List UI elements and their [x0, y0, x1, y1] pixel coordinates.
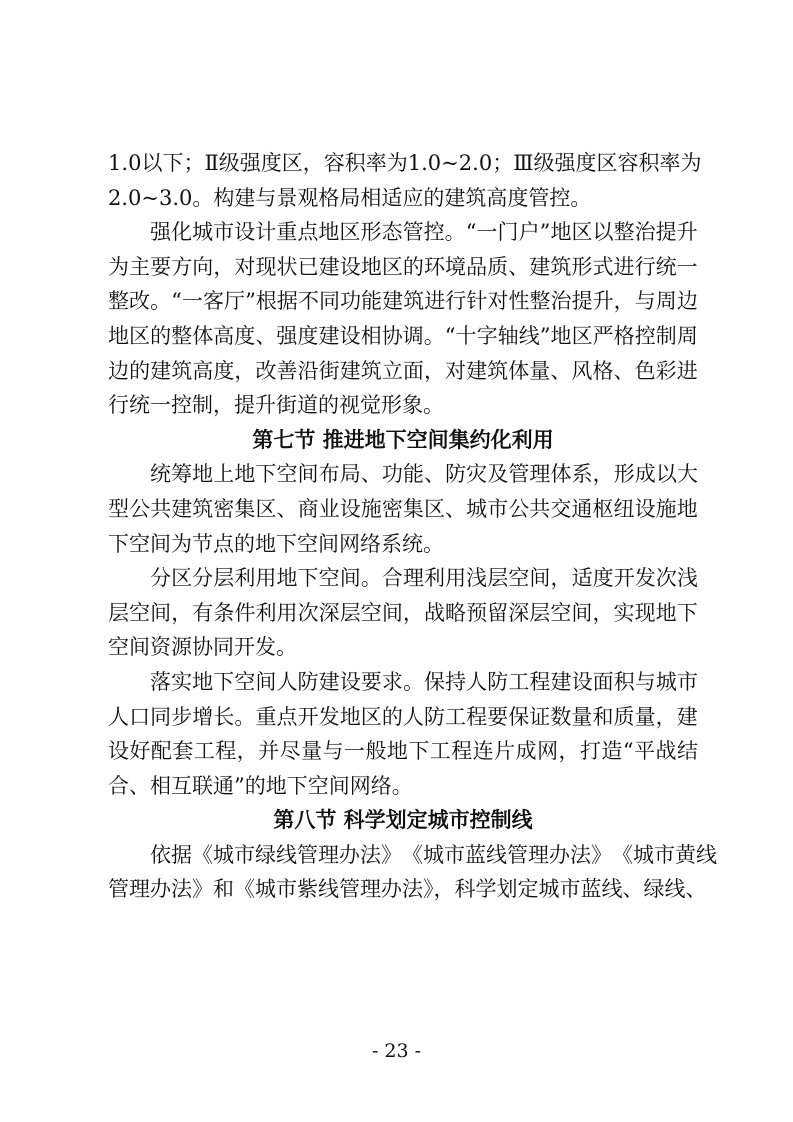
- paragraph: [108, 457, 698, 561]
- text-line: 管理办法》和《城市紫线管理办法》，科学划定城市蓝线、绿线、: [108, 877, 707, 902]
- text-line: 层 空 间 ， 有 条 件 利 用 次 深 层 空 间 ， 战 略 预 留 深 层 空 间 ， 实 现 地 下: [108, 600, 698, 625]
- paragraph: [108, 215, 698, 423]
- text-line: 人 口 同 步 增 长 。 重 点 开 发 地 区 的 人 防 工 程 要 保 证 数 量 和 质 量 ， 建: [108, 704, 698, 729]
- text-line: 设 好 配 套 工 程 ， 并 尽 量 与 一 般 地 下 工 程 连 片 成 网 ， 打 造 “ 平 战 结: [108, 739, 698, 764]
- text-line: 合、相互联通”的地下空间网络。: [108, 773, 413, 798]
- text-line: 1 . 0 以 下 ； Ⅱ 级 强 度 区 ， 容 积 率 为 1 . 0 ~ 2 . 0 ； Ⅲ 级 强 度 区 容 积 率 为: [108, 151, 702, 175]
- text-line: 2.0~3.0。构建与景观格局相适应的建筑高度管控。: [108, 185, 592, 210]
- section-heading: 第七节 推进地下空间集约化利用: [252, 427, 554, 452]
- text-line: 强 化 城 市 设 计 重 点 地 区 形 态 管 控 。 “ 一 门 户 ” 地 区 以 整 治 提 升: [150, 220, 698, 245]
- text-line: 型 公 共 建 筑 密 集 区 、 商 业 设 施 密 集 区 、 城 市 公 共 交 通 枢 纽 设 施 地: [108, 496, 698, 521]
- text-line: 下空间为节点的地下空间网络系统。: [108, 531, 444, 556]
- text-line: 整 改 。 “ 一 客 厅 ” 根 据 不 同 功 能 建 筑 进 行 针 对 性 整 治 提 升 ， 与 周 边: [108, 289, 698, 314]
- paragraph: [108, 146, 702, 215]
- text-line: 边 的 建 筑 高 度 ， 改 善 沿 街 建 筑 立 面 ， 对 建 筑 体 量 、 风 格 、 色 彩 进: [108, 358, 698, 383]
- text-line: 分 区 分 层 利 用 地 下 空 间 。 合 理 利 用 浅 层 空 间 ， 适 度 开 发 次 浅: [150, 566, 698, 591]
- text-line: 统 筹 地 上 地 下 空 间 布 局 、 功 能 、 防 灾 及 管 理 体 系 ， 形 成 以 大: [150, 462, 698, 487]
- paragraph: [108, 665, 698, 803]
- section-heading: 第八节 科学划定城市控制线: [273, 808, 533, 833]
- text-line: 依 据 《 城 市 绿 线 管 理 办 法 》 《 城 市 蓝 线 管 理 办 法 》 《 城 市 黄 线: [150, 842, 717, 867]
- paragraph: [108, 561, 698, 665]
- text-line: 空间资源协同开发。: [108, 635, 297, 660]
- text-line: 行统一控制，提升街道的视觉形象。: [108, 393, 444, 418]
- text-line: 落 实 地 下 空 间 人 防 建 设 要 求 。 保 持 人 防 工 程 建 设 面 积 与 城 市: [150, 669, 698, 694]
- body-text: [108, 146, 717, 907]
- paragraph: [108, 838, 717, 907]
- text-line: 地 区 的 整 体 高 度 、 强 度 建 设 相 协 调 。 “ 十 字 轴 线 ” 地 区 严 格 控 制 周: [108, 323, 698, 348]
- page-number: - 23 -: [371, 1040, 422, 1062]
- text-line: 为 主 要 方 向 ， 对 现 状 已 建 设 地 区 的 环 境 品 质 、 建 筑 形 式 进 行 统 一: [108, 254, 698, 279]
